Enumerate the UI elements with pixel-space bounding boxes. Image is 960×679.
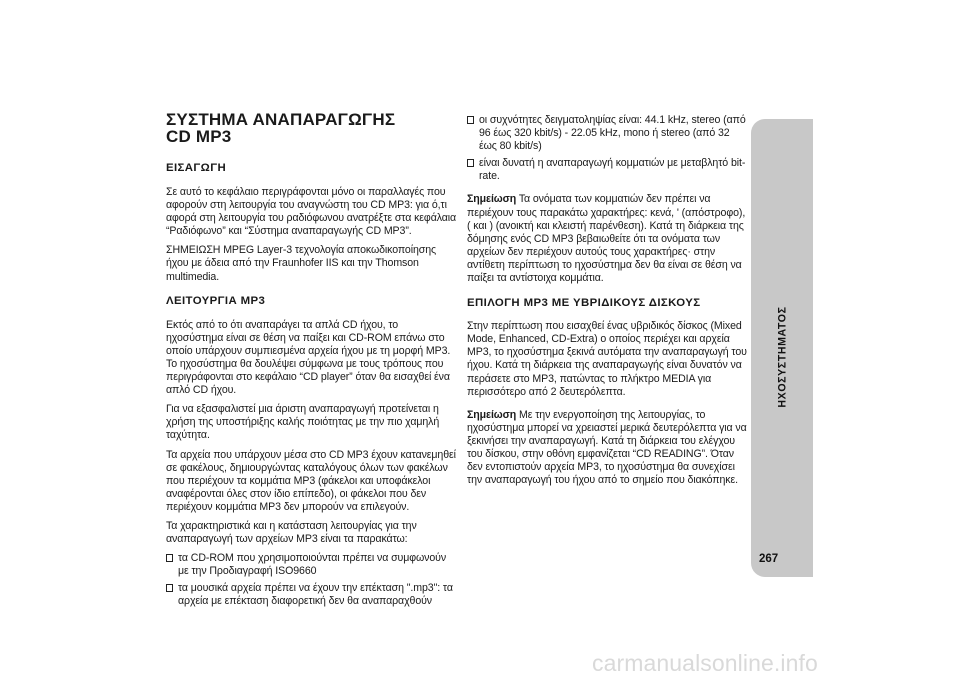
intro-paragraph: Σε αυτό το κεφάλαιο περιγράφονται μόνο οι παραλλαγές που αφορούν στη λειτουργία του αναγνώστη του CD MP3: για ό,τι αφορά στη λειτουργία του ραδιόφωνου ανατρέξτε στα κεφάλαια “Ραδιόφωνο” και “Σύστημα αναπαραγωγής CD MP3”. (166, 186, 457, 238)
bullet-text: τα CD-ROM που χρησιμοποιούνται πρέπει να συμφωνούν με την Προδιαγραφή ISO9660 (178, 552, 447, 578)
bullet-item (166, 582, 458, 608)
bullet-text: είναι δυνατή η αναπαραγωγή κομματιών με μεταβλητό bit-rate. (479, 157, 746, 183)
checkbox-bullet-icon (467, 159, 474, 167)
note-label: Σημείωση (467, 408, 517, 421)
checkbox-bullet-icon (166, 554, 173, 562)
note-label: Σημείωση (467, 193, 517, 206)
mp3-function-paragraph-4: Τα χαρακτηριστικά και η κατάσταση λειτουργίας για την αναπαραγωγή των αρχείων MP3 είναι τα παρακάτω: (166, 519, 417, 546)
page-title-line-1: ΣΥΣΤΗΜΑ ΑΝΑΠΑΡΑΓΩΓΗΣ (166, 110, 396, 129)
section-sidebar-label (766, 307, 800, 407)
note-text: Τα ονόματα των κομματιών δεν πρέπει να περιέχουν τους παρακάτω χαρακτήρες: κενά, ' (απόστροφο), ( και ) (ανοικτή και κλειστή παρένθεση). Κατά τη διάρκεια της δόμησης ενός CD MP3 βεβαιωθείτε ότι τα ονόματα των αρχείων δεν περιέχουν αυτούς τους χαρακτήρες· στην αντίθετη περίπτωση το ηχοσύστημα δεν θα είναι σε θέση να παίξει τα αντίστοιχα κομμάτια. (467, 193, 746, 285)
checkbox-bullet-icon (166, 584, 173, 592)
watermark: carmanualsonline.info (592, 650, 818, 676)
filename-note (467, 193, 750, 285)
bullet-text: οι συχνότητες δειγματοληψίας είναι: 44.1 kHz, stereo (από 96 έως 320 kbit/s) - 22.05 kHz, mono ή stereo (από 32 έως 80 kbit/s) (479, 114, 746, 153)
checkbox-bullet-icon (467, 116, 474, 124)
bullet-item (467, 114, 750, 153)
left-column (166, 112, 458, 613)
mp3-function-heading: ΛΕΙΤΟΥΡΓΙΑ MP3 (166, 294, 266, 307)
page-title-line-2: CD MP3 (166, 126, 232, 146)
page-number: 267 (759, 553, 779, 565)
intro-note-paragraph: ΣΗΜΕΙΩΣΗ MPEG Layer-3 τεχνολογία αποκωδικοποίησης ήχου με άδεια από την Fraunhofer IIS και την Thomson multimedia. (166, 244, 437, 283)
bullet-item (467, 157, 750, 183)
hybrid-note (467, 409, 750, 488)
hybrid-paragraph: Στην περίπτωση που εισαχθεί ένας υβριδικός δίσκος (Mixed Mode, Enhanced, CD-Extra) ο οποίος περιέχει και αρχεία MP3, το ηχοσύστημα ξεκινά αυτόματα την αναπαραγωγή του ήχου. Κατά τη διάρκεια της αναπαραγωγής είναι δυνατόν να περάσετε στο MP3, πατώντας το πλήκτρο MEDIA για περισσότερο από 2 δευτερόλεπτα. (467, 320, 747, 398)
bullet-item (166, 552, 458, 578)
intro-heading: ΕΙΣΑΓΩΓΗ (166, 162, 227, 174)
mp3-function-paragraph-3: Τα αρχεία που υπάρχουν μέσα στο CD MP3 έχουν κατανεμηθεί σε φακέλους, δημιουργώντας καταλόγους όλων των φακέλων που περιέχουν τα κομμάτια MP3 (φάκελοι και υποφάκελοι αναφέρονται όλες στον ίδιο επίπεδο), οι φάκελοι που δεν περιέχουν κομμάτια MP3 δεν μπορούν να επιλεγούν. (166, 448, 456, 513)
hybrid-heading: ΕΠΙΛΟΓΗ MP3 ΜΕ ΥΒΡΙΔΙΚΟΥΣ ΔΙΣΚΟΥΣ (467, 297, 701, 310)
right-column (467, 114, 750, 493)
page-title (166, 112, 458, 145)
bullet-text: τα μουσικά αρχεία πρέπει να έχουν την επέκταση ".mp3": τα αρχεία με επέκταση διαφορετική δεν θα αναπαραχθούν (178, 582, 453, 608)
section-sidebar-text: ΗΧΟΣΥΣΤΗΜΑΤΟΣ (777, 306, 790, 408)
mp3-function-paragraph-1: Εκτός από το ότι αναπαράγει τα απλά CD ήχου, το ηχοσύστημα είναι σε θέση να παίξει και CD-ROM επάνω στο οποίο υπάρχουν συμπιεσμένα αρχεία ήχου με τη μορφή MP3. Το ηχοσύστημα θα δουλέψει σύμφωνα με τους τρόπους που περιγράφονται στο κεφάλαιο “CD player” όταν θα εισαχθεί ένα απλό CD ήχου. (166, 318, 451, 397)
mp3-function-paragraph-2: Για να εξασφαλιστεί μια άριστη αναπαραγωγή προτείνεται η χρήση της υποστήριξης καλής ποιότητας με την πιο χαμηλή ταχύτητα. (166, 403, 440, 442)
note-text: Με την ενεργοποίηση της λειτουργίας, το ηχοσύστημα μπορεί να χρειαστεί μερικά δευτερόλεπτα για να ξεκινήσει την αναπαραγωγή. Κατά τη διάρκεια του ελέγχου του δίσκου, στην οθόνη εμφανίζεται “CD READING”. Όταν δεν εντοπιστούν αρχεία MP3, το ηχοσύστημα θα συνεχίσει την αναπαραγωγή του ήχου από το σημείο που διακόπηκε. (467, 408, 747, 487)
